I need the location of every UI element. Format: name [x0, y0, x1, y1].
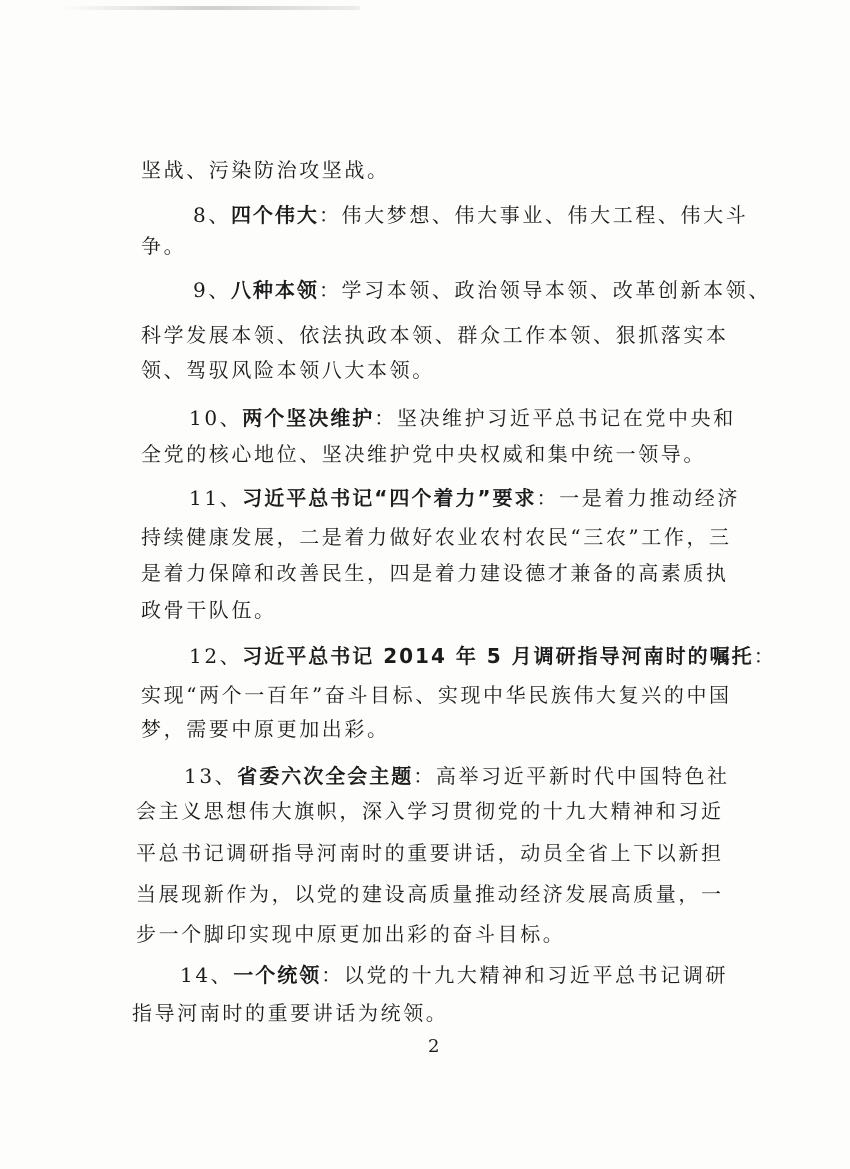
item-8-line: 8、四个伟大：伟大梦想、伟大事业、伟大工程、伟大斗 — [193, 203, 749, 227]
text-line: 实现“两个一百年”奋斗目标、实现中华民族伟大复兴的中国 — [141, 683, 732, 707]
item-14-heading: 一个统领 — [233, 963, 322, 987]
text-line: 坚战、污染防治攻坚战。 — [141, 158, 390, 182]
text-line: 步一个脚印实现中原更加出彩的奋斗目标。 — [136, 922, 566, 946]
item-11-heading: 习近平总书记“四个着力”要求 — [242, 486, 537, 510]
text-line: 是着力保障和改善民生，四是着力建设德才兼备的高素质执 — [141, 561, 729, 585]
text-line: 政骨干队伍。 — [141, 598, 277, 622]
text-line: 科学发展本领、依法执政本领、群众工作本领、狠抓落实本 — [141, 323, 729, 347]
text-line: 会主义思想伟大旗帜，深入学习贯彻党的十九大精神和习近 — [136, 799, 724, 823]
text-line: 争。 — [141, 234, 187, 258]
item-10-line: 10、两个坚决维护：坚决维护习近平总书记在党中央和 — [189, 406, 736, 430]
scan-edge-shadow — [60, 6, 360, 10]
item-12-heading: 习近平总书记 2014 年 5 月调研指导河南时的嘱托 — [242, 644, 754, 668]
item-10-heading: 两个坚决维护 — [242, 406, 375, 430]
text-line: 梦，需要中原更加出彩。 — [141, 717, 390, 741]
item-8-heading: 四个伟大 — [230, 203, 319, 227]
item-9-line: 9、八种本领：学习本领、政治领导本领、改革创新本领、 — [193, 278, 771, 302]
item-13-line: 13、省委六次全会主题：高举习近平新时代中国特色社 — [184, 764, 730, 788]
text-line: 领、驾驭风险本领八大本领。 — [141, 358, 435, 382]
text-line: 指导河南时的重要讲话为统领。 — [132, 1001, 449, 1025]
item-14-line: 14、一个统领：以党的十九大精神和习近平总书记调研 — [180, 963, 729, 987]
page-number: 2 — [428, 1036, 440, 1057]
item-9-heading: 八种本领 — [230, 278, 319, 302]
text-line: 当展现新作为，以党的建设高质量推动经济发展高质量，一 — [136, 882, 724, 906]
item-12-line: 12、习近平总书记 2014 年 5 月调研指导河南时的嘱托： — [189, 644, 777, 668]
item-11-line: 11、习近平总书记“四个着力”要求：一是着力推动经济 — [189, 486, 740, 510]
text-line: 全党的核心地位、坚决维护党中央权威和集中统一领导。 — [141, 442, 706, 466]
text-line: 平总书记调研指导河南时的重要讲话，动员全省上下以新担 — [136, 841, 724, 865]
text-line: 持续健康发展，二是着力做好农业农村农民“三农”工作，三 — [141, 525, 732, 549]
item-13-heading: 省委六次全会主题 — [237, 764, 414, 788]
